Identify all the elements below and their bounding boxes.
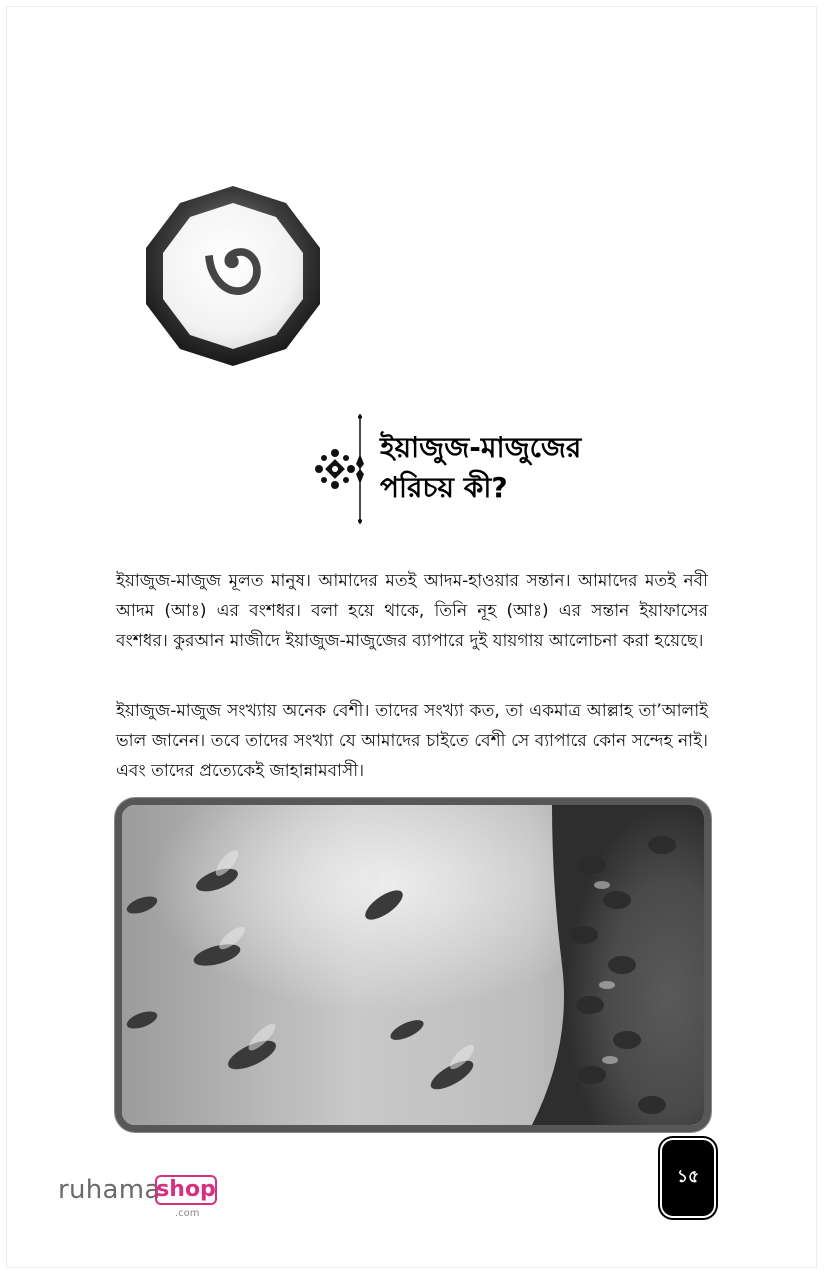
body-paragraph: ইয়াজুজ-মাজুজ সংখ্যায় অনেক বেশী। তাদের সংখ্যা কত, তা একমাত্র আল্লাহ তা’আলাই ভাল জানেন। তবে তাদের সংখ্যা যে আমাদের চাইতে বেশী সে ব্যাপারে কোন সন্দেহ নাই। এবং তাদের প্রত্যেকেই জাহান্নামবাসী। [116,701,708,781]
ruhamashop-logo [58,1172,228,1224]
logo-shop-text: shop [156,1177,216,1202]
chapter-title [380,428,680,508]
page-number: ১৫ [662,1140,714,1216]
logo-com-text: .com [175,1208,200,1219]
bees-image [122,805,704,1125]
body-paragraph: ইয়াজুজ-মাজুজ মূলত মানুষ। আমাদের মতই আদম-হাওয়ার সন্তান। আমাদের মতই নবী আদম (আঃ) এর বংশধর। বলা হয়ে থাকে, তিনি নূহ (আঃ) এর সন্তান ইয়াফাসের বংশধর। কুরআন মাজীদে ইয়াজুজ-মাজুজের ব্যাপারে দুই যায়গায় আলোচনা করা হয়েছে। [116,571,708,651]
logo-shop-badge [155,1175,217,1205]
bees-photo [115,798,711,1132]
chapter-title-line1: ইয়াজুজ-মাজুজের [380,431,582,464]
chapter-number: ৩ [203,217,263,324]
heading-divider [353,414,367,524]
chapter-badge [143,186,323,366]
logo-ruhama-text: ruhama [58,1175,161,1205]
floral-ornament-icon [314,448,356,490]
chapter-title-line2: পরিচয় কী? [380,471,508,504]
